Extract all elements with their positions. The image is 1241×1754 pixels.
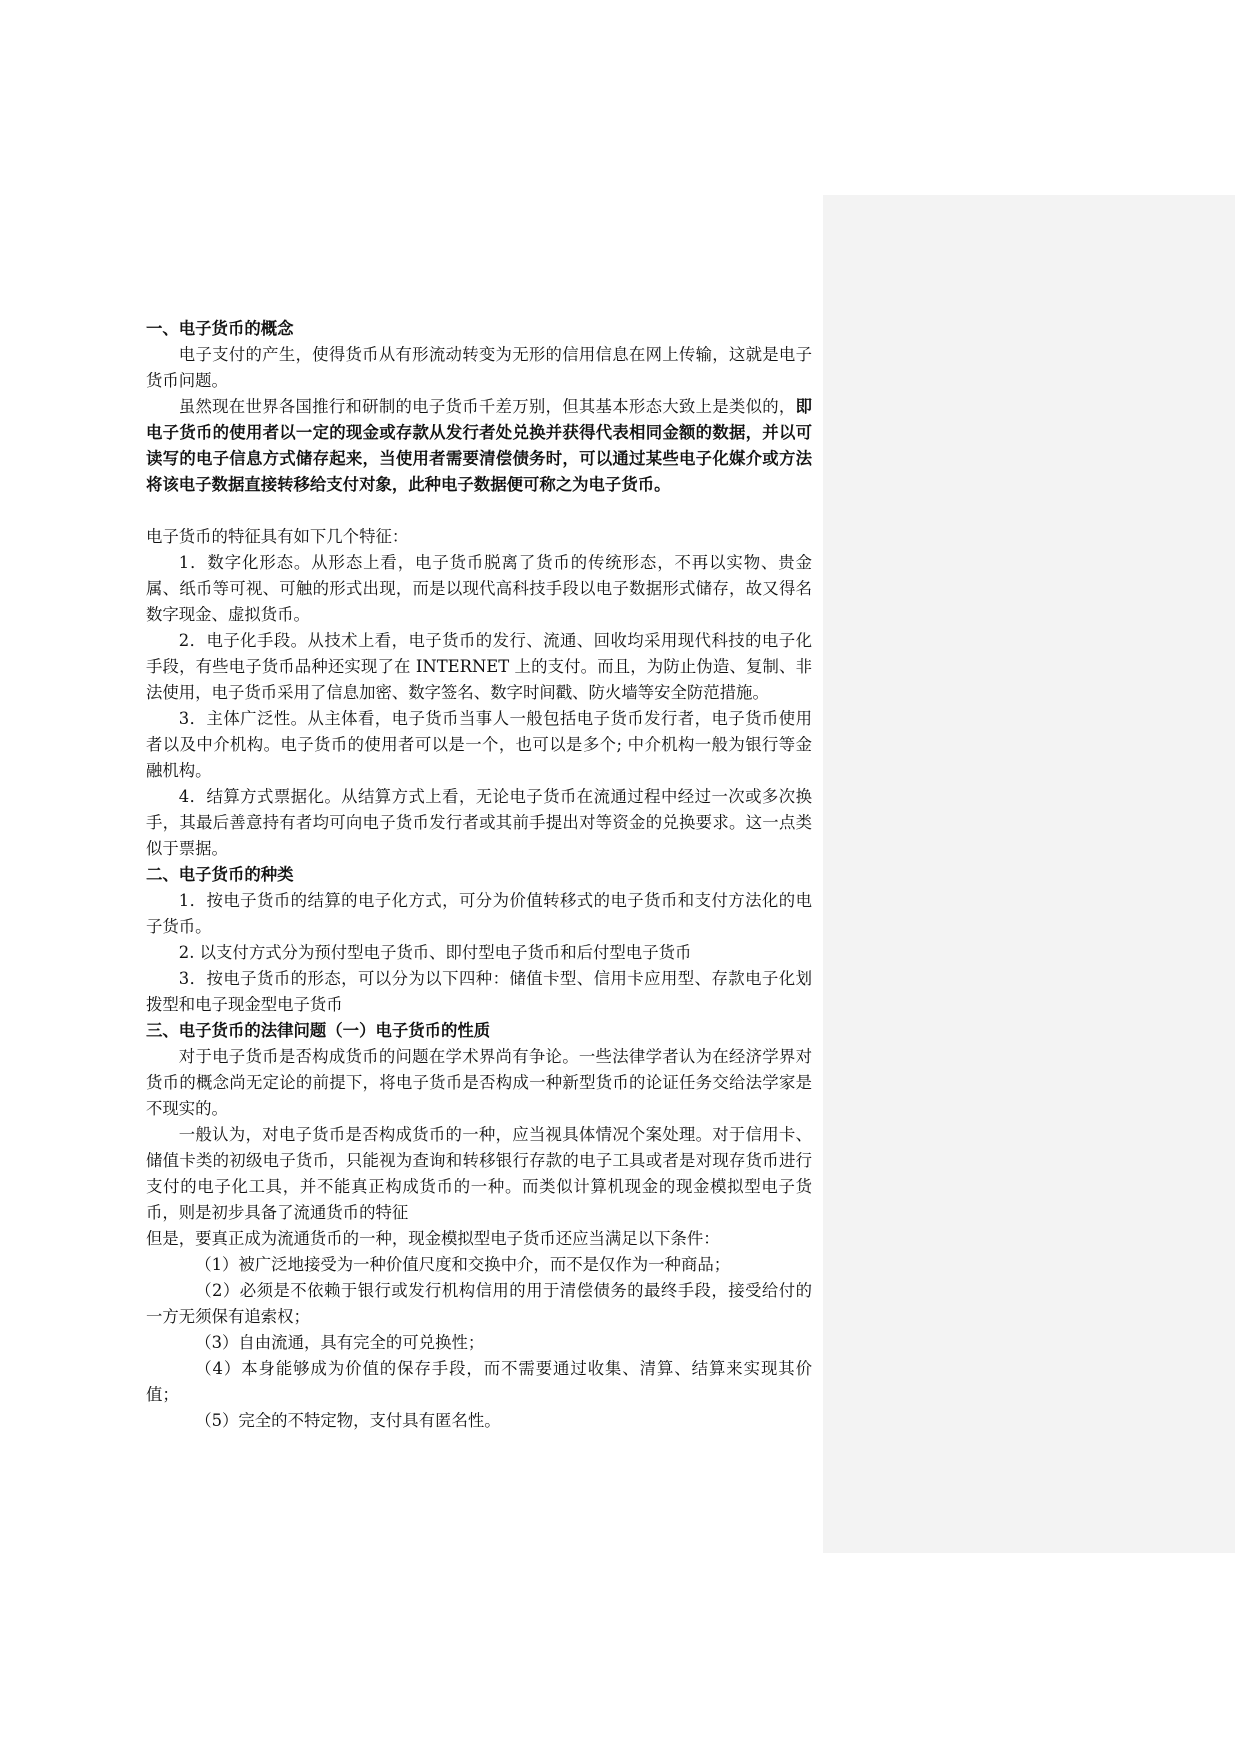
definition-bold-text: 即电子货币的使用者以一定的现金或存款从发行者处兑换并获得代表相同金额的数据，并以可读写的电子信息方式储存起来，当使用者需要清偿债务时，可以通过某些电子化媒介或方法将该电子数据直接转移给支付对象，此种电子数据便可称之为电子货币。 [146, 397, 812, 494]
section-heading-types: 二、电子货币的种类 [146, 865, 294, 884]
document-body [146, 316, 812, 1434]
type-item: 2. 以支付方式分为预付型电子货币、即付型电子货币和后付型电子货币 [178, 943, 692, 962]
feature-item: 1．数字化形态。从形态上看，电子货币脱离了货币的传统形态，不再以实物、贵金属、纸币等可视、可触的形式出现，而是以现代高科技手段以电子数据形式储存，故又得名数字现金、虚拟货币。 [146, 553, 812, 624]
paragraph: 但是，要真正成为流通货币的一种，现金模拟型电子货币还应当满足以下条件： [146, 1229, 720, 1248]
feature-item: 4．结算方式票据化。从结算方式上看，无论电子货币在流通过程中经过一次或多次换手，其最后善意持有者均可向电子货币发行者或其前手提出对等资金的兑换要求。这一点类似于票据。 [146, 787, 812, 858]
section-heading-concept: 一、电子货币的概念 [146, 319, 294, 338]
condition-item: （3）自由流通，具有完全的可兑换性； [195, 1333, 485, 1352]
feature-item: 3．主体广泛性。从主体看，电子货币当事人一般包括电子货币发行者，电子货币使用者以及中介机构。电子货币的使用者可以是一个，也可以是多个; 中介机构一般为银行等金融机构。 [146, 709, 812, 780]
condition-item: （4）本身能够成为价值的保存手段，而不需要通过收集、清算、结算来实现其价值； [146, 1359, 812, 1404]
paragraph-text: 虽然现在世界各国推行和研制的电子货币千差万别，但其基本形态大致上是类似的， [178, 397, 796, 416]
feature-item: 2．电子化手段。从技术上看，电子货币的发行、流通、回收均采用现代科技的电子化手段，有些电子货币品种还实现了在 INTERNET 上的支付。而且，为防止伪造、复制、非法使用，电子货币采用了信息加密、数字签名、数字时间戳、防火墙等安全防范措施。 [146, 631, 812, 702]
paragraph: 电子支付的产生，使得货币从有形流动转变为无形的信用信息在网上传输，这就是电子货币问题。 [146, 345, 812, 390]
section-heading-legal: 三、电子货币的法律问题（一）电子货币的性质 [146, 1021, 491, 1040]
type-item: 1．按电子货币的结算的电子化方式，可分为价值转移式的电子货币和支付方法化的电子货币。 [146, 891, 812, 936]
paragraph: 对于电子货币是否构成货币的问题在学术界尚有争论。一些法律学者认为在经济学界对货币的概念尚无定论的前提下，将电子货币是否构成一种新型货币的论证任务交给法学家是不现实的。 [146, 1047, 812, 1118]
features-intro: 电子货币的特征具有如下几个特征： [146, 527, 409, 546]
paragraph: 一般认为，对电子货币是否构成货币的一种，应当视具体情况个案处理。对于信用卡、储值卡类的初级电子货币，只能视为查询和转移银行存款的电子工具或者是对现存货币进行支付的电子化工具，并不能真正构成货币的一种。而类似计算机现金的现金模拟型电子货币，则是初步具备了流通货币的特征 [146, 1125, 812, 1222]
condition-item: （2）必须是不依赖于银行或发行机构信用的用于清偿债务的最终手段，接受给付的一方无须保有追索权； [146, 1281, 812, 1326]
paragraph-definition [146, 394, 812, 498]
type-item: 3．按电子货币的形态，可以分为以下四种：储值卡型、信用卡应用型、存款电子化划拨型和电子现金型电子货币 [146, 969, 812, 1014]
condition-item: （1）被广泛地接受为一种价值尺度和交换中介，而不是仅作为一种商品； [195, 1255, 731, 1274]
condition-item: （5）完全的不特定物，支付具有匿名性。 [195, 1411, 501, 1430]
comment-margin-pane [823, 195, 1235, 1553]
